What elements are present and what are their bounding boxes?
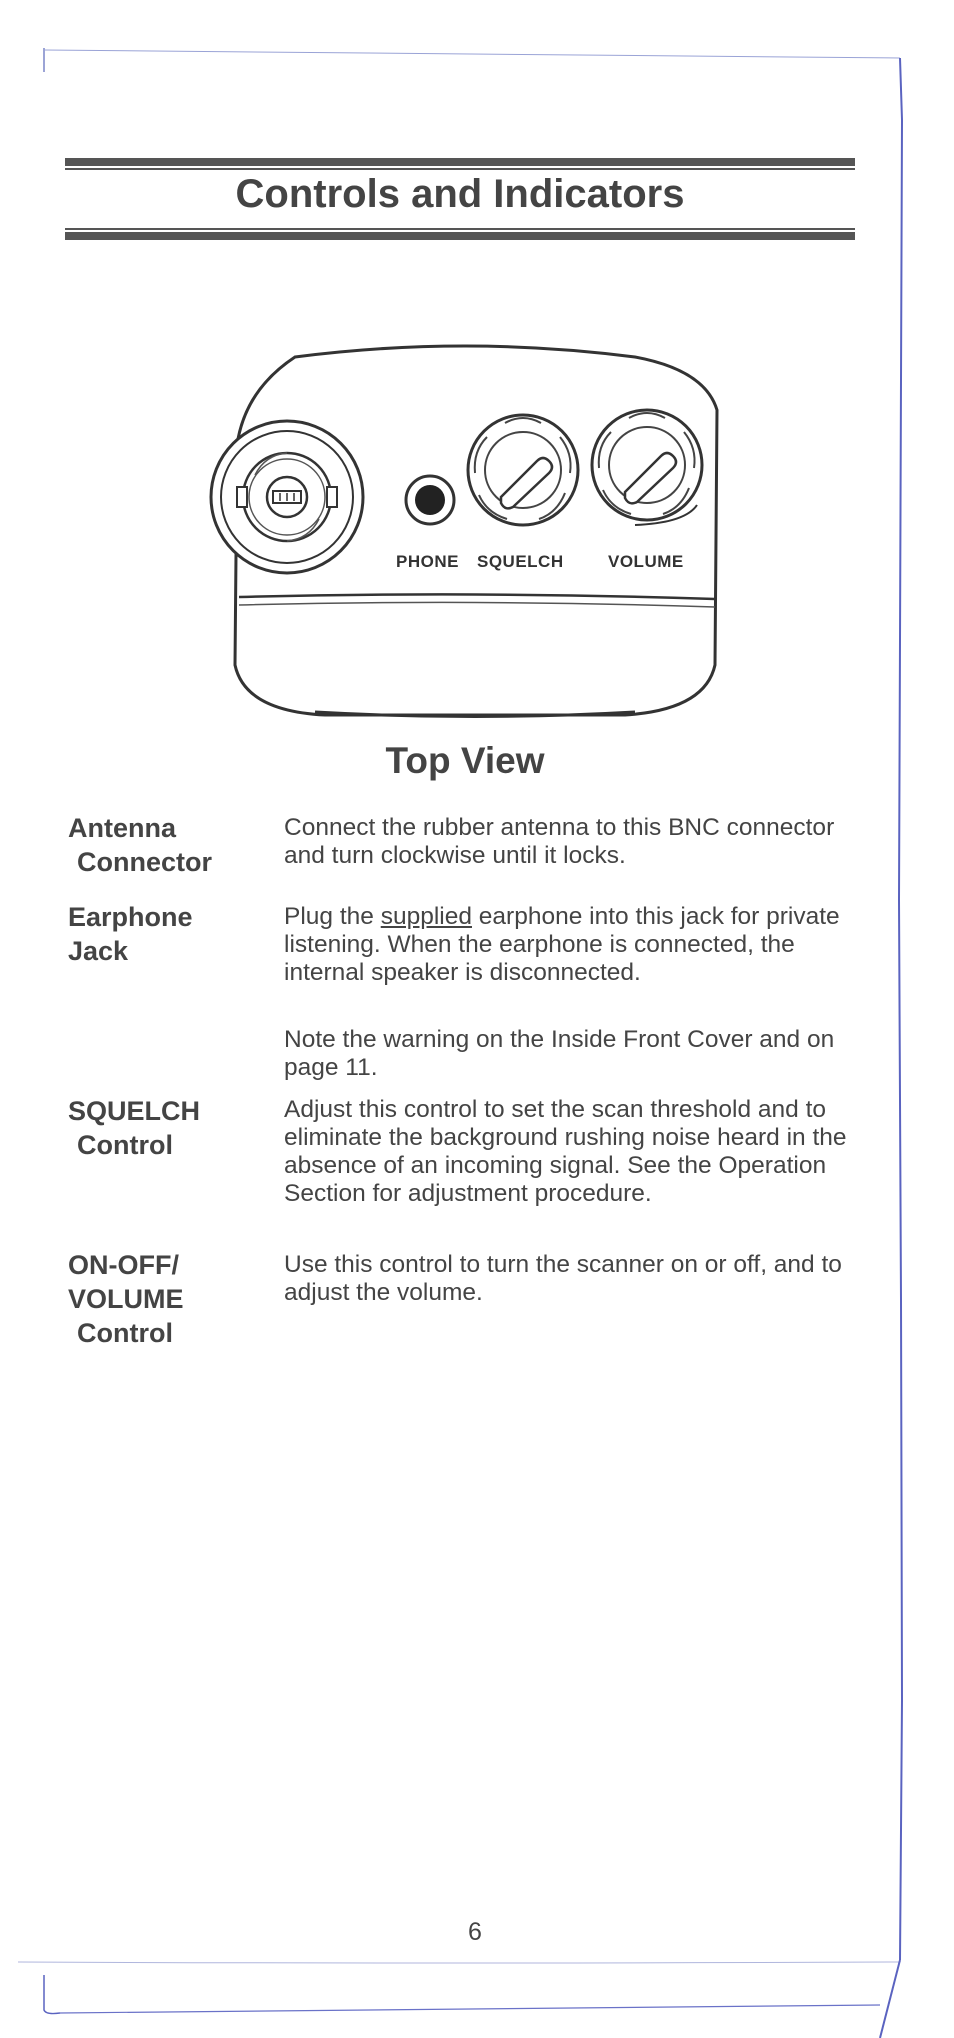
description-text: Plug the bbox=[284, 903, 381, 930]
term-squelch-control bbox=[68, 1094, 268, 1162]
description-earphone-jack bbox=[284, 903, 864, 987]
squelch-knob-icon bbox=[468, 415, 578, 525]
term-line: VOLUME bbox=[68, 1284, 184, 1314]
term-line: Control bbox=[77, 1318, 173, 1348]
squelch-label: SQUELCH bbox=[477, 552, 564, 571]
term-earphone-jack bbox=[68, 900, 268, 968]
diagram-caption: Top View bbox=[385, 740, 545, 781]
term-line: Antenna bbox=[68, 813, 176, 843]
earphone-warning-note: Note the warning on the Inside Front Cover and on page 11. bbox=[284, 1026, 835, 1081]
volume-label: VOLUME bbox=[608, 552, 684, 571]
description-squelch-control: Adjust this control to set the scan threshold and to eliminate the background rushing noise heard in the absence of an incoming signal. See the Operation Section for adjustment procedure. bbox=[284, 1096, 847, 1207]
header-rule-bottom bbox=[65, 232, 855, 240]
header-rule-top bbox=[65, 158, 855, 166]
description-antenna-connector: Connect the rubber antenna to this BNC connector and turn clockwise until it locks. bbox=[284, 814, 835, 869]
page-number: 6 bbox=[468, 1918, 482, 1946]
term-line: Control bbox=[77, 1130, 173, 1160]
description-text: earphone into this jack for private listening. When the earphone is connected, the internal speaker is disconnected. bbox=[284, 903, 840, 986]
description-on-off-volume-control: Use this control to turn the scanner on or off, and to adjust the volume. bbox=[284, 1251, 842, 1306]
description-underlined-text: supplied bbox=[380, 903, 472, 930]
phone-jack-icon bbox=[406, 476, 454, 524]
term-line: Jack bbox=[68, 936, 129, 966]
header-rule-bottom-thin bbox=[65, 228, 855, 230]
page-title: Controls and Indicators bbox=[235, 172, 685, 216]
phone-label: PHONE bbox=[396, 552, 459, 571]
header-rule-top-thin bbox=[65, 168, 855, 170]
term-antenna-connector bbox=[68, 811, 268, 879]
term-line: Connector bbox=[77, 847, 212, 877]
term-line: Earphone bbox=[68, 902, 193, 932]
term-line: SQUELCH bbox=[68, 1096, 201, 1126]
scanner-top-view-diagram bbox=[205, 335, 745, 735]
term-line: ON-OFF/ bbox=[68, 1250, 179, 1280]
term-on-off-volume-control bbox=[68, 1248, 268, 1350]
antenna-connector-icon bbox=[211, 421, 363, 573]
